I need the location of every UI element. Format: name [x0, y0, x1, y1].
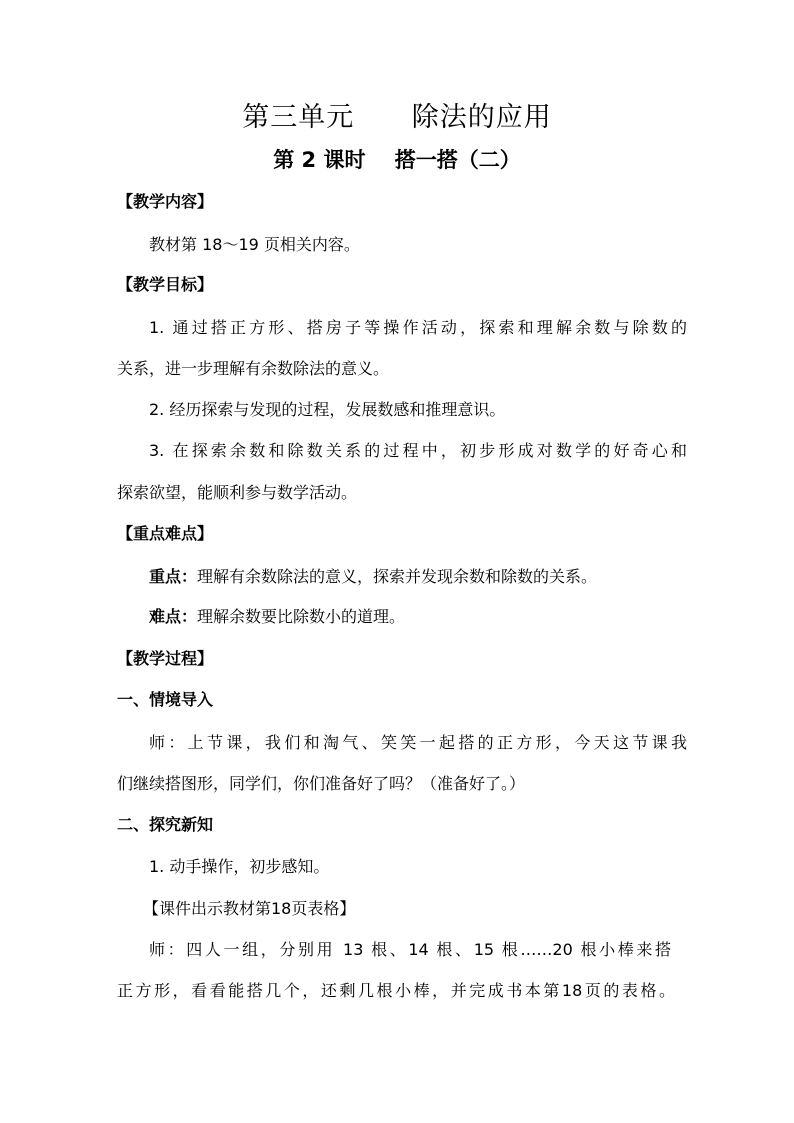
difficult-point [149, 605, 719, 629]
part2-line-1: 师：四人一组，分别用 13 根、14 根、15 根……20 根小棒来搭 [149, 940, 671, 959]
key-point-label: 重点： [149, 567, 198, 586]
part1-heading: 一、情境导入 [117, 690, 214, 709]
goal-item-1-line-1: 1. 通过搭正方形、搭房子等操作活动，探索和理解余数与除数的 [149, 318, 687, 337]
lesson-title: 第 2 课时 搭一搭（二） [273, 148, 521, 172]
section-heading-process: 【教学过程】 [117, 649, 214, 668]
part2-courseware-note: 【课件出示教材第18页表格】 [143, 899, 356, 918]
section-heading-goals: 【教学目标】 [117, 275, 214, 294]
part2-heading: 二、探究新知 [117, 815, 214, 834]
part1-line-1: 师：上节课，我们和淘气、笑笑一起搭的正方形，今天这节课我 [149, 733, 687, 752]
difficult-point-label: 难点： [149, 607, 198, 626]
difficult-point-text: 理解余数要比除数小的道理。 [197, 607, 406, 626]
key-point [149, 565, 719, 589]
goal-item-3-line-2: 探索欲望，能顺利参与数学活动。 [117, 483, 358, 502]
key-point-text: 理解有余数除法的意义，探索并发现余数和除数的关系。 [197, 567, 598, 586]
unit-title: 第三单元 除法的应用 [242, 102, 552, 133]
section-heading-keypoints: 【重点难点】 [117, 524, 214, 543]
content-text: 教材第 18～19 页相关内容。 [149, 235, 360, 254]
goal-item-1-line-2: 关系，进一步理解有余数除法的意义。 [117, 359, 390, 378]
part1-line-2: 们继续搭图形，同学们，你们准备好了吗？（准备好了。） [117, 774, 526, 793]
goal-item-3-line-1: 3. 在探索余数和除数关系的过程中，初步形成对数学的好奇心和 [149, 441, 687, 460]
part2-step-1: 1. 动手操作，初步感知。 [149, 857, 330, 876]
part2-line-2: 正方形，看看能搭几个，还剩几根小棒，并完成书本第18页的表格。 [117, 981, 675, 1000]
section-heading-content: 【教学内容】 [117, 192, 214, 211]
goal-item-2: 2. 经历探索与发现的过程，发展数感和推理意识。 [149, 400, 506, 419]
